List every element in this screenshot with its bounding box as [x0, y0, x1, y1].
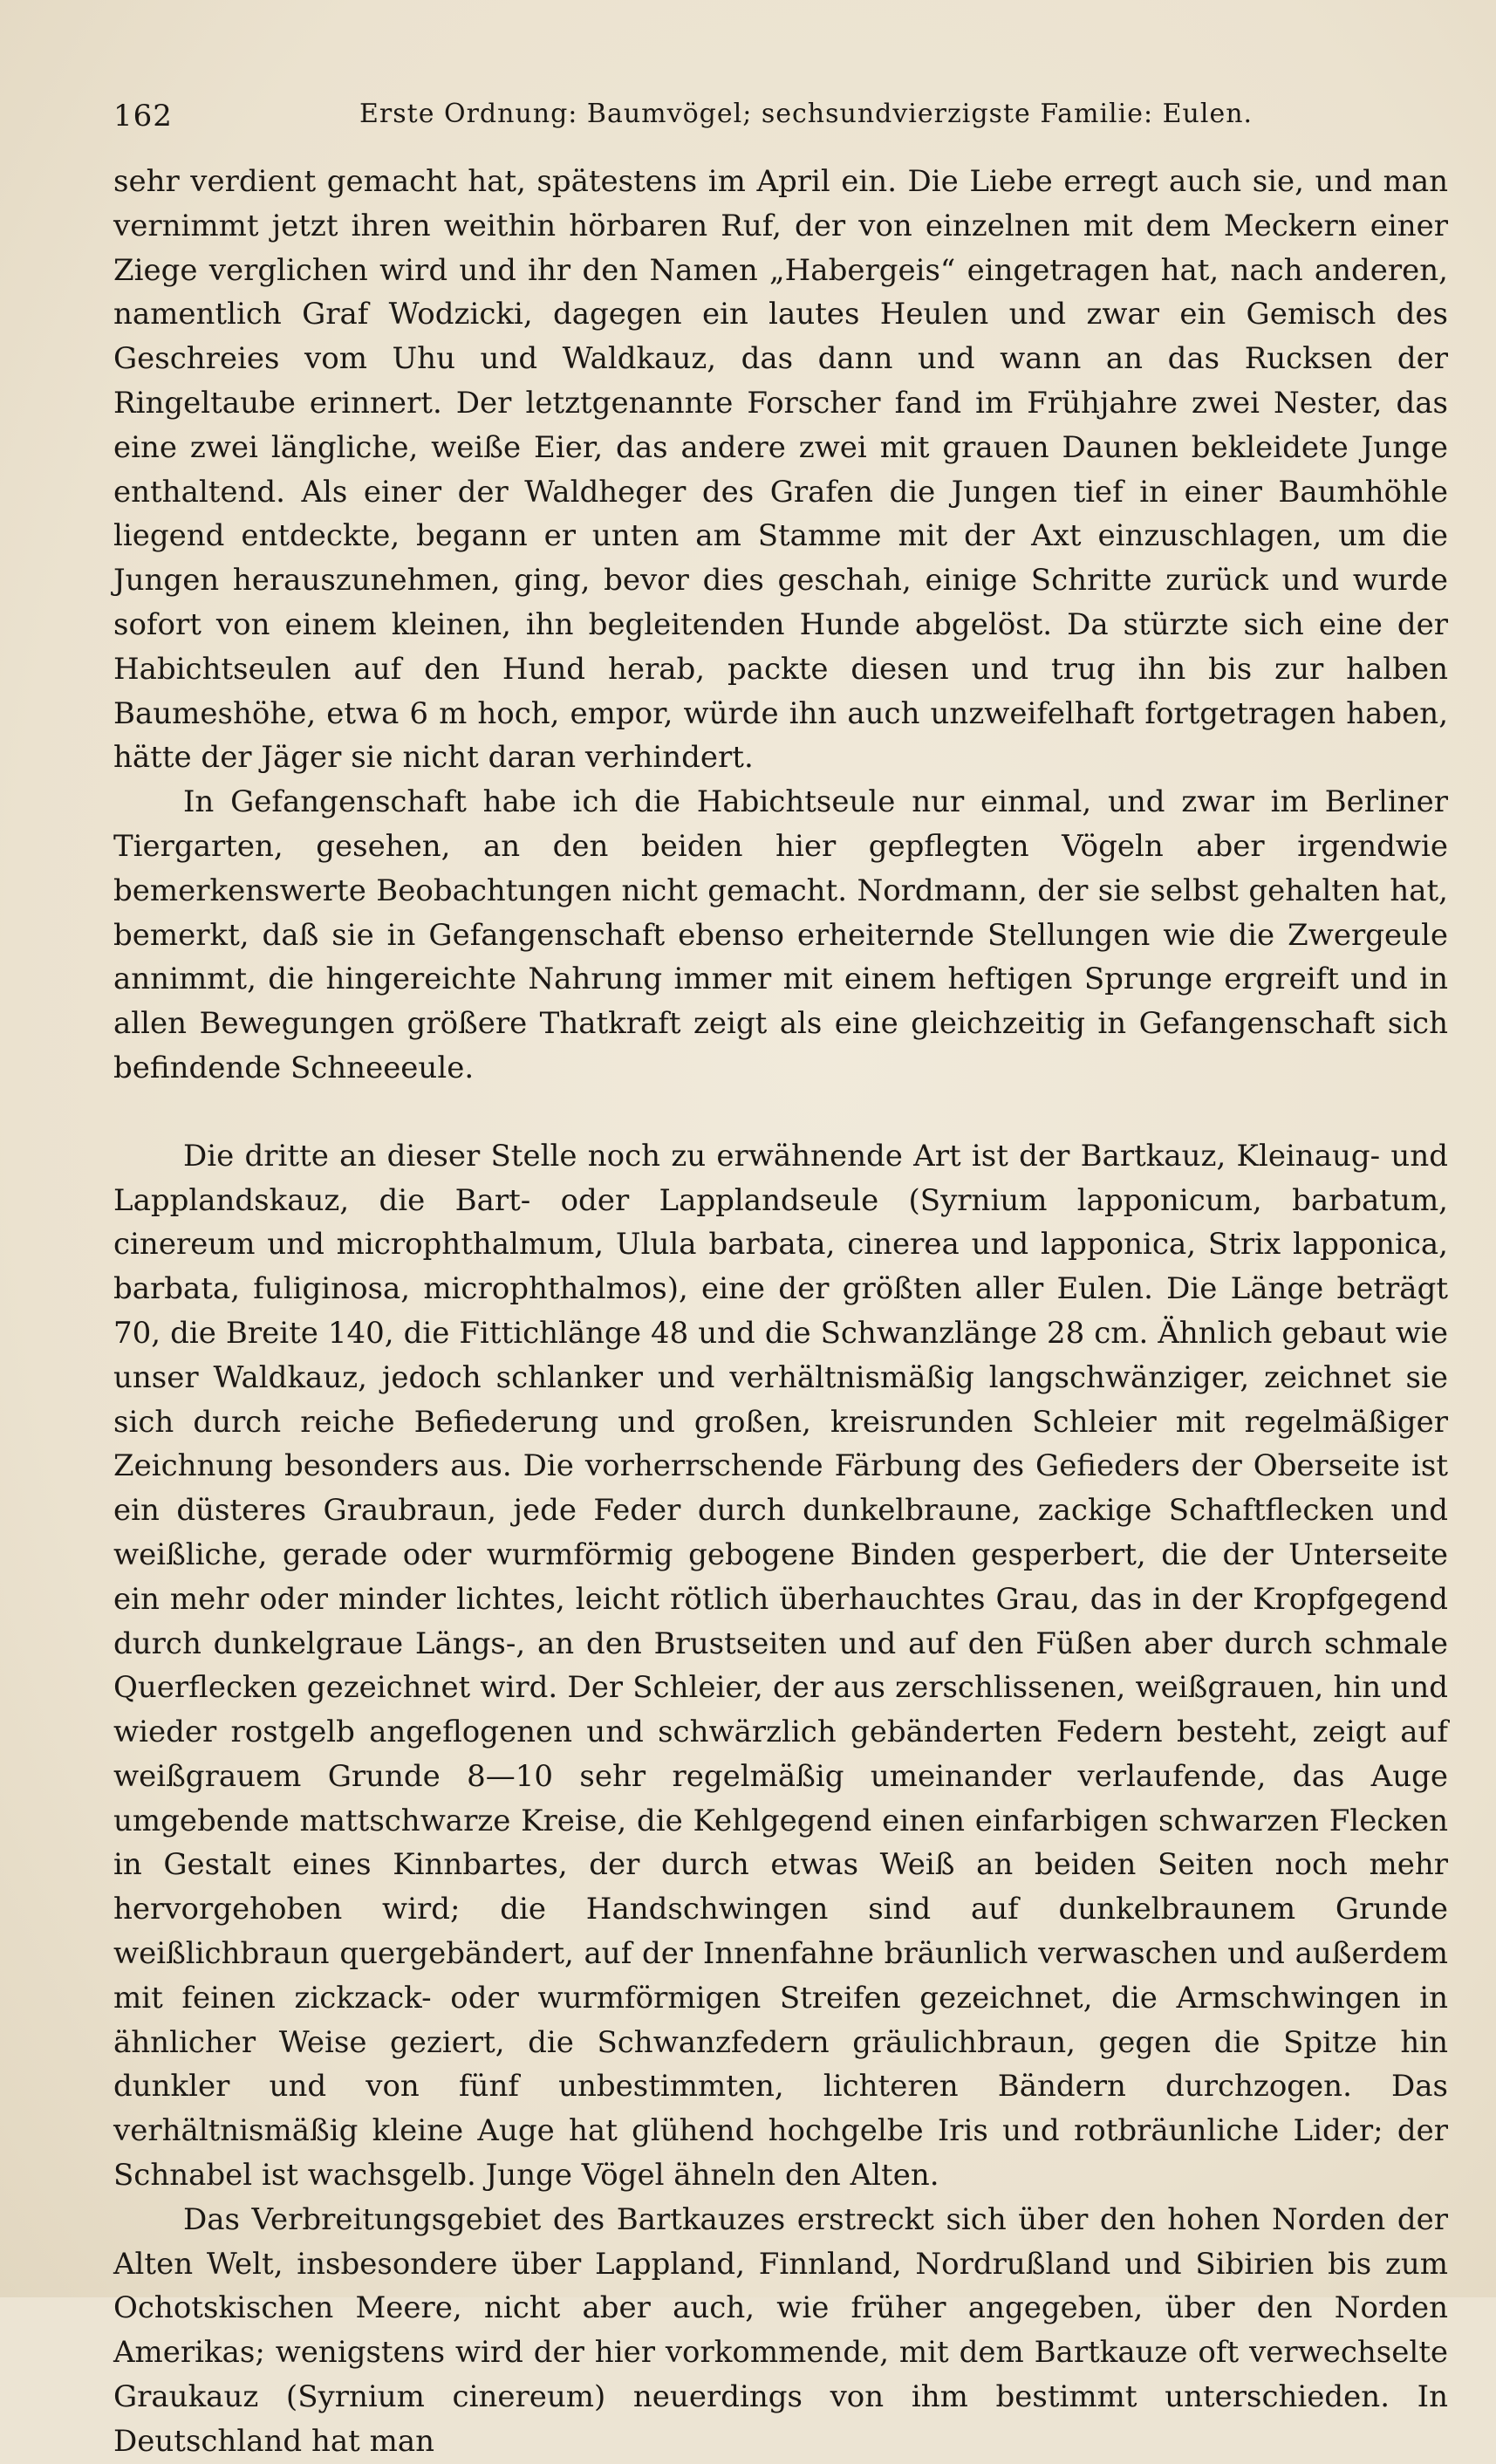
paragraph-3: Die dritte an dieser Stelle noch zu erwähnende Art ist der Bartkauz, Kleinaug- und Lapplandskauz, die Bart- oder Lapplandseule (Syrnium lapponicum, barbatum, cinereum und microphthalmum, Ulula barbata, cinerea und lapponica, Strix lapponica, barbata, fuliginosa, microphthalmos), eine der größten aller Eulen. Die Länge beträgt 70, die Breite 140, die Fittichlänge 48 und die Schwanzlänge 28 cm. Ähnlich gebaut wie unser Waldkauz, jedoch schlanker und verhältnismäßig langschwänziger, zeichnet sie sich durch reiche Befiederung und großen, kreisrunden Schleier mit regelmäßiger Zeichnung besonders aus. Die vorherrschende Färbung des Gefieders der Oberseite ist ein düsteres Graubraun, jede Feder durch dunkelbraune, zackige Schaftflecken und weißliche, gerade oder wurmförmig gebogene Binden gesperbert, die der Unterseite ein mehr oder minder lichtes, leicht rötlich überhauchtes Grau, das in der Kropfgegend durch dunkelgraue Längs-, an den Brustseiten und auf den Füßen aber durch schmale Querflecken gezeichnet wird. Der Schleier, der aus zerschlissenen, weißgrauen, hin und wieder rostgelb angeflogenen und schwärzlich gebänderten Federn besteht, zeigt auf weißgrauem Grunde 8—10 sehr regelmäßig umeinander verlaufende, das Auge umgebende mattschwarze Kreise, die Kehlgegend einen einfarbigen schwarzen Flecken in Gestalt eines Kinnbartes, der durch etwas Weiß an beiden Seiten noch mehr hervorgehoben wird; die Handschwingen sind auf dunkelbraunem Grunde weißlichbraun quergebändert, auf der Innenfahne bräunlich verwaschen und außerdem mit feinen zickzack- oder wurmförmigen Streifen gezeichnet, die Armschwingen in ähnlicher Weise geziert, die Schwanzfedern gräulichbraun, gegen die Spitze hin dunkler und von fünf unbestimmten, lichteren Bändern durchzogen. Das verhältnismäßig kleine Auge hat glühend hochgelbe Iris und rotbräunliche Lider; der Schnabel ist wachsgelb. Junge Vögel ähneln den Alten. — [113, 1138, 1448, 2194]
page-number: 162 — [113, 99, 173, 133]
running-title: Erste Ordnung: Baumvögel; sechsundvierzigste Familie: Eulen. — [359, 99, 1253, 129]
paragraph-4: Das Verbreitungsgebiet des Bartkauzes erstreckt sich über den hohen Norden der Alten Welt, insbesondere über Lappland, Finnland, Nordrußland und Sibirien bis zum Ochotskischen Meere, nicht aber auch, wie früher angegeben, über den Norden Amerikas; wenigstens wird der hier vorkommende, mit dem Bartkauze oft verwechselte Graukauz (Syrnium cinereum) neuerdings von ihm bestimmt unterschieden. In Deutschland hat man — [113, 2201, 1448, 2459]
page-body — [113, 160, 1448, 2464]
page-header — [113, 92, 1448, 135]
paragraph-2: In Gefangenschaft habe ich die Habichtseule nur einmal, und zwar im Berliner Tiergarten, gesehen, an den beiden hier gepflegten Vögeln aber irgendwie bemerkenswerte Beobachtungen nicht gemacht. Nordmann, der sie selbst gehalten hat, bemerkt, daß sie in Gefangenschaft ebenso erheiternde Stellungen wie die Zwergeule annimmt, die hingereichte Nahrung immer mit einem heftigen Sprunge ergreift und in allen Bewegungen größere Thatkraft zeigt als eine gleichzeitig in Gefangenschaft sich befindende Schneeeule. — [113, 784, 1448, 1085]
paragraph-1: sehr verdient gemacht hat, spätestens im April ein. Die Liebe erregt auch sie, und man vernimmt jetzt ihren weithin hörbaren Ruf, der von einzelnen mit dem Meckern einer Ziege verglichen wird und ihr den Namen „Habergeis“ eingetragen hat, nach anderen, namentlich Graf Wodzicki, dagegen ein lautes Heulen und zwar ein Gemisch des Geschreies vom Uhu und Waldkauz, das dann und wann an das Rucksen der Ringeltaube erinnert. Der letztgenannte Forscher fand im Frühjahre zwei Nester, das eine zwei längliche, weiße Eier, das andere zwei mit grauen Daunen bekleidete Junge enthaltend. Als einer der Waldheger des Grafen die Jungen tief in einer Baumhöhle liegend entdeckte, begann er unten am Stamme mit der Axt einzuschlagen, um die Jungen herauszunehmen, ging, bevor dies geschah, einige Schritte zurück und wurde sofort von einem kleinen, ihn begleitenden Hunde abgelöst. Da stürzte sich eine der Habichtseulen auf den Hund herab, packte diesen und trug ihn bis zur halben Baumeshöhe, etwa 6 m hoch, empor, würde ihn auch unzweifelhaft fortgetragen haben, hätte der Jäger sie nicht daran verhindert. — [113, 164, 1448, 776]
